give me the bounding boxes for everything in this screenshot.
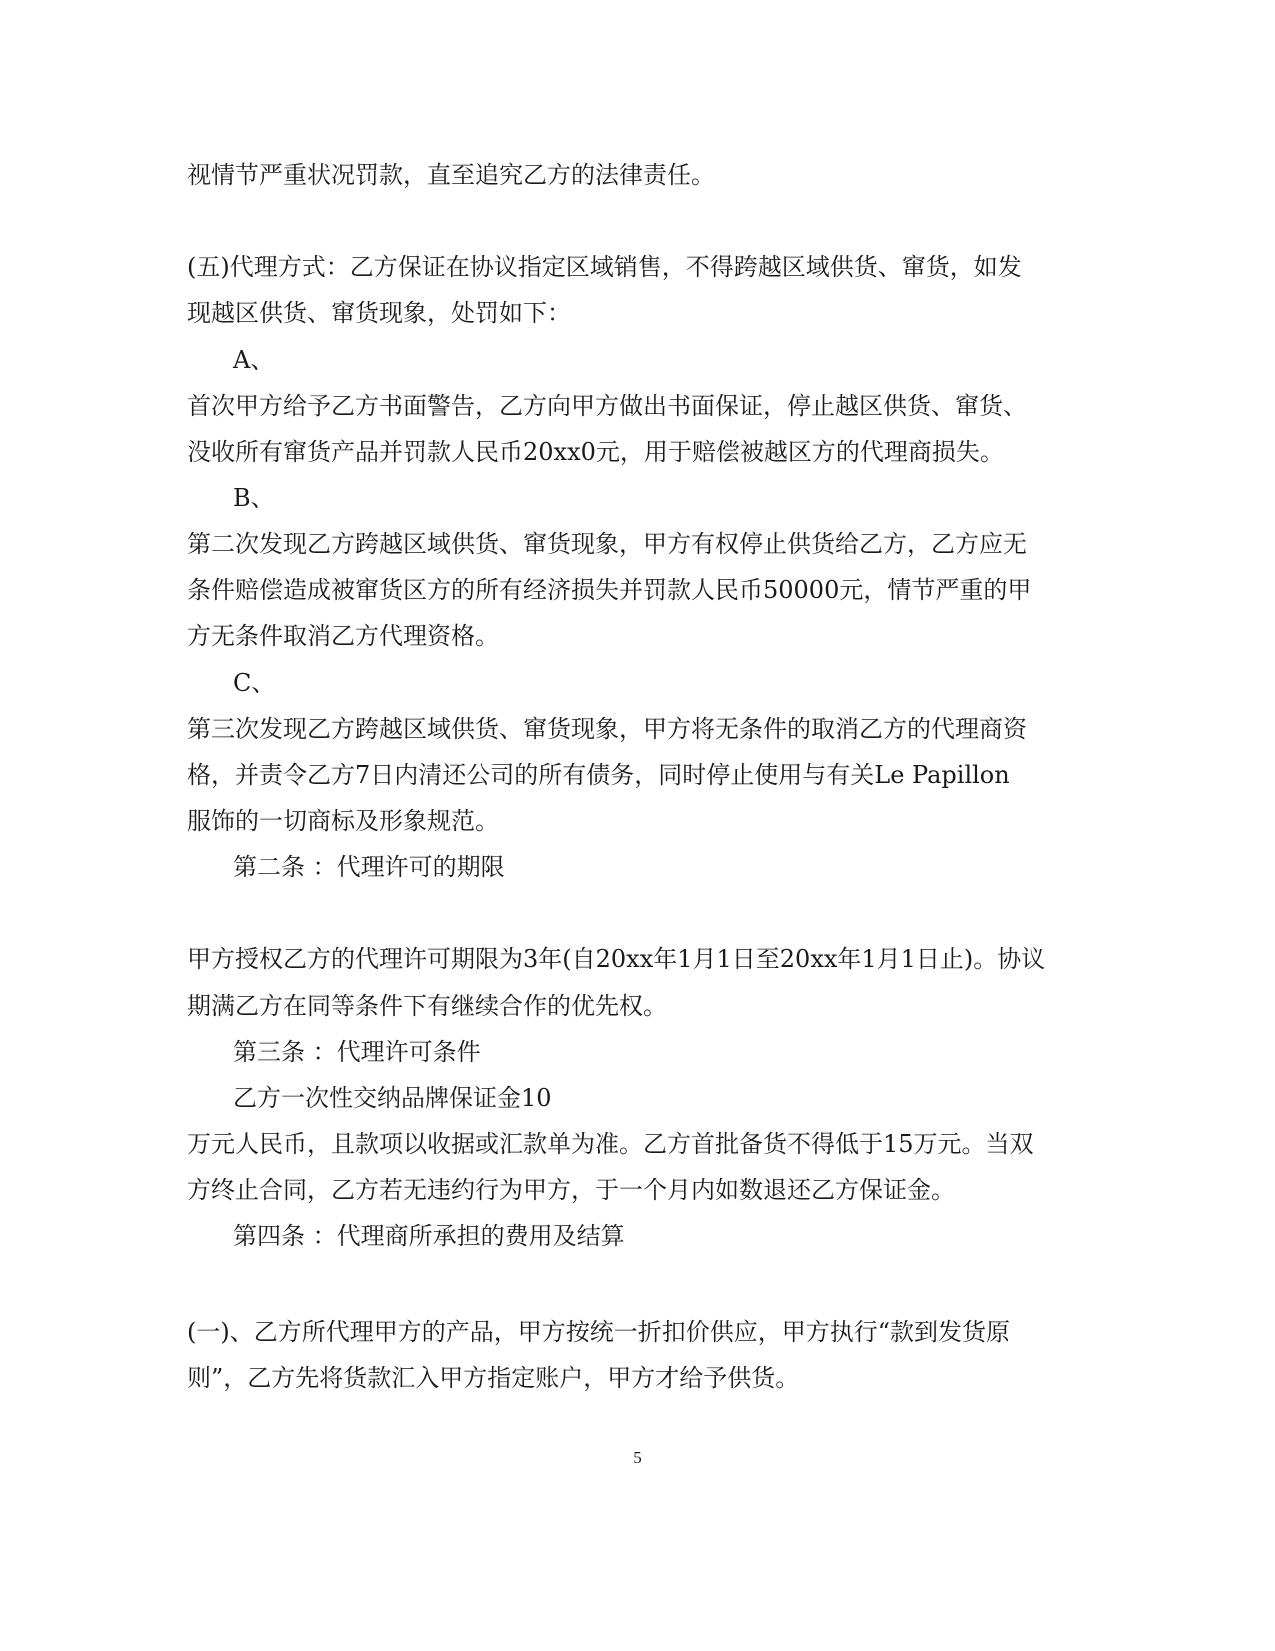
text-line: 万元人民币，且款项以收据或汇款单为准。乙方首批备货不得低于15万元。当双 [187, 1130, 1034, 1158]
text-line: 甲方授权乙方的代理许可期限为3年(自20xx年1月1日至20xx年1月1日止)。协议 [187, 945, 1046, 973]
list-marker: C、 [233, 669, 276, 697]
section-heading: 第三条 ：代理许可条件 [233, 1038, 481, 1066]
text-line: 格，并责令乙方7日内清还公司的所有债务，同时停止使用与有关Le Papillon [187, 761, 1010, 789]
text-line: 方终止合同，乙方若无违约行为甲方，于一个月内如数退还乙方保证金。 [187, 1176, 955, 1204]
text-line: 没收所有窜货产品并罚款人民币20xx0元，用于赔偿被越区方的代理商损失。 [187, 438, 1004, 466]
text-line: 服饰的一切商标及形象规范。 [187, 807, 499, 835]
section-heading: 第四条 ：代理商所承担的费用及结算 [233, 1222, 625, 1250]
section-heading: 第二条 ：代理许可的期限 [233, 853, 505, 881]
text-line: 视情节严重状况罚款，直至追究乙方的法律责任。 [187, 161, 715, 189]
text-line: 现越区供货、窜货现象，处罚如下： [187, 299, 571, 327]
text-line: 第二次发现乙方跨越区域供货、窜货现象，甲方有权停止供货给乙方，乙方应无 [187, 530, 1027, 558]
text-line: 则”，乙方先将货款汇入甲方指定账户，甲方才给予供货。 [187, 1364, 800, 1392]
text-line: (一)、乙方所代理甲方的产品，甲方按统一折扣价供应，甲方执行“款到发货原 [187, 1318, 1010, 1346]
text-line: (五)代理方式：乙方保证在协议指定区域销售，不得跨越区域供货、窜货，如发 [187, 253, 1022, 281]
page-number: 5 [633, 1448, 642, 1467]
text-line: 乙方一次性交纳品牌保证金10 [233, 1084, 552, 1112]
list-marker: B、 [233, 484, 275, 512]
text-line: 期满乙方在同等条件下有继续合作的优先权。 [187, 992, 667, 1020]
text-line: 条件赔偿造成被窜货区方的所有经济损失并罚款人民币50000元，情节严重的甲 [187, 576, 1032, 604]
text-line: 首次甲方给予乙方书面警告，乙方向甲方做出书面保证，停止越区供货、窜货、 [187, 392, 1027, 420]
list-marker: A、 [233, 346, 275, 374]
text-line: 方无条件取消乙方代理资格。 [187, 622, 499, 650]
text-line: 第三次发现乙方跨越区域供货、窜货现象，甲方将无条件的取消乙方的代理商资 [187, 715, 1027, 743]
